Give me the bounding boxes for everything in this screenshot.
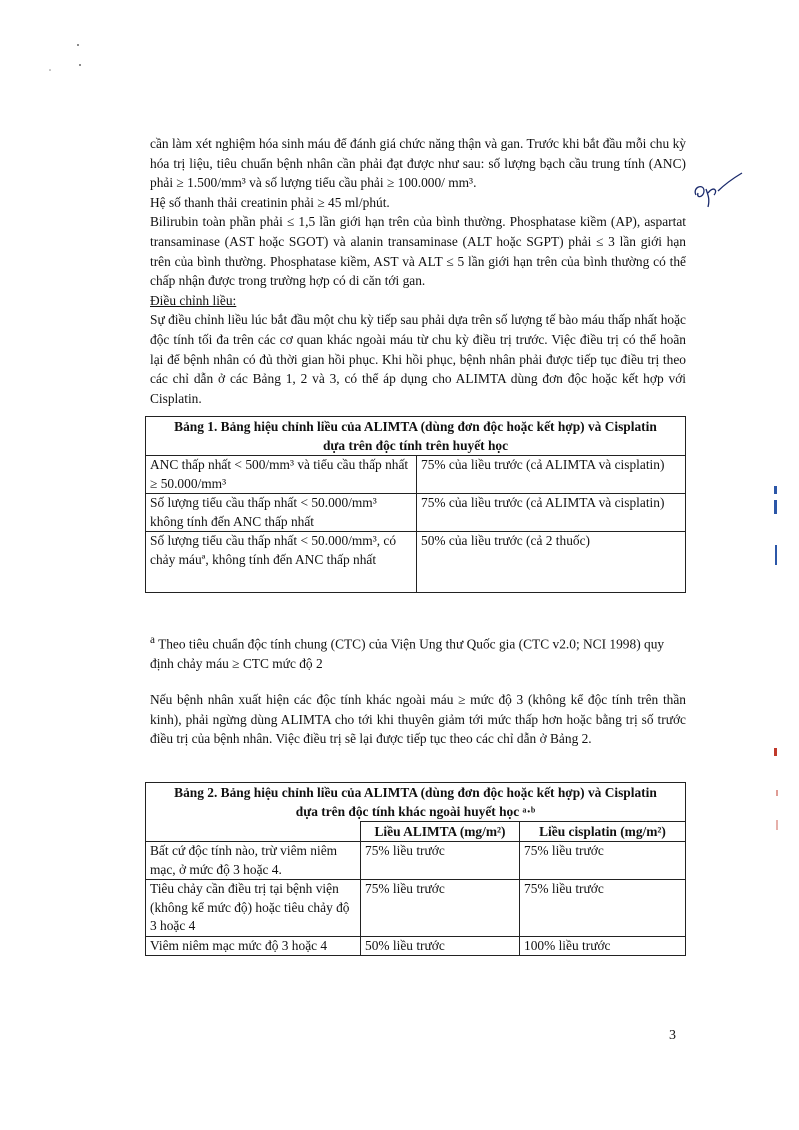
middle-text: Nếu bệnh nhân xuất hiện các độc tính khác ngoài máu ≥ mức độ 3 (không kể độc tính trên thần kinh), phải ngừng dùng ALIMTA cho tới khi thuyên giảm tới mức thấp hơn hoặc bằng trị số trước điều trị của bệnh nhân. Việc điều trị sẽ lại được tiếp tục theo các chỉ dẫn ở Bảng 2. — [150, 692, 686, 747]
footnote-text: Theo tiêu chuẩn độc tính chung (CTC) của Viện Ung thư Quốc gia (CTC v2.0; NCI 1998) quy định chảy máu ≥ CTC mức độ 2 — [150, 636, 665, 672]
intro-paragraph-1: cần làm xét nghiệm hóa sinh máu để đánh giá chức năng thận và gan. Trước khi bắt đầu mỗi chu kỳ hóa trị liệu, tiêu chuẩn bệnh nhân cần phải đạt được như sau: số lượng bạch cầu trung tính (ANC) phải ≥ 1.500/mm³ và số lượng tiểu cầu phải ≥ 100.000/ mm³. — [150, 136, 686, 191]
scan-mark — [776, 790, 778, 796]
table-2-header-cisplatin: Liều cisplatin (mg/m²) — [520, 822, 686, 842]
table-2-title-line2: dựa trên độc tính khác ngoài huyết học ᵃ·ᵇ — [295, 804, 536, 819]
table-2-cell: Tiêu chảy cần điều trị tại bệnh viện (không kể mức độ) hoặc tiêu chảy độ 3 hoặc 4 — [146, 880, 361, 937]
table-1-title-line2: dựa trên độc tính trên huyết học — [322, 438, 509, 453]
table-1-cell: 75% của liều trước (cả ALIMTA và cisplatin) — [417, 494, 686, 532]
page-number: 3 — [669, 1028, 676, 1043]
table-row — [146, 532, 686, 593]
table-2-cell: Viêm niêm mạc mức độ 3 hoặc 4 — [146, 936, 361, 956]
table-2 — [145, 782, 686, 956]
scan-mark — [774, 486, 777, 494]
table-2-title — [146, 783, 686, 822]
scan-mark — [774, 748, 777, 756]
table-2-cell: 75% liều trước — [361, 842, 520, 880]
intro-paragraph-4: Sự điều chỉnh liều lúc bắt đầu một chu kỳ tiếp sau phải dựa trên số lượng tế bào máu thấp nhất hoặc độc tính tối đa trên các cơ quan khác ngoài máu từ chu kỳ điều trị trước. Việc điều trị có thể hoãn lại để bệnh nhân có đủ thời gian hồi phục. Khi hồi phục, bệnh nhân phải được tiếp tục điều trị theo các chỉ dẫn ở các Bảng 1, 2 và 3, có thể áp dụng cho ALIMTA dùng đơn độc hoặc kết hợp với Cisplatin. — [150, 312, 686, 406]
table-1-cell: Số lượng tiểu cầu thấp nhất < 50.000/mm³, có chảy máuª, không tính đến ANC thấp nhất — [146, 532, 417, 593]
intro-paragraph-3: Bilirubin toàn phần phải ≤ 1,5 lần giới hạn trên của bình thường. Phosphatase kiềm (AP), aspartat transaminase (AST hoặc SGOT) và alanin transaminase (ALT hoặc SGPT) phải ≤ 3 lần giới hạn trên của bình thường. Phosphatase kiềm, AST và ALT ≤ 5 lần giới hạn trên của bình thường có thể chấp nhận được trong trường hợp có di căn tới gan. — [150, 214, 686, 289]
scan-specks — [40, 40, 90, 80]
scan-mark — [776, 820, 778, 830]
handwritten-initials — [690, 165, 746, 211]
table-2-cell: 50% liều trước — [361, 936, 520, 956]
table-row — [146, 936, 686, 956]
scan-mark — [775, 545, 777, 565]
table-2-cell: 75% liều trước — [520, 880, 686, 937]
table-1-title-line1: Bảng 1. Bảng hiệu chỉnh liều của ALIMTA (dùng đơn độc hoặc kết hợp) và Cisplatin — [174, 419, 657, 434]
table-row — [146, 456, 686, 494]
table-2-header-alimta: Liều ALIMTA (mg/m²) — [361, 822, 520, 842]
section-heading: Điều chỉnh liều: — [150, 292, 237, 308]
table-1 — [145, 416, 686, 593]
footnote-marker: a — [150, 634, 155, 646]
middle-paragraph — [150, 690, 686, 749]
intro-section — [150, 134, 686, 408]
table-1-cell: 50% của liều trước (cả 2 thuốc) — [417, 532, 686, 593]
table-2-cell: 75% liều trước — [520, 842, 686, 880]
table-row — [146, 842, 686, 880]
table-1-cell: Số lượng tiểu cầu thấp nhất < 50.000/mm³ không tính đến ANC thấp nhất — [146, 494, 417, 532]
table-2-cell: 75% liều trước — [361, 880, 520, 937]
table-2-cell: 100% liều trước — [520, 936, 686, 956]
intro-paragraph-2: Hệ số thanh thải creatinin phải ≥ 45 ml/phút. — [150, 194, 390, 210]
table-1-cell: 75% của liều trước (cả ALIMTA và cisplatin) — [417, 456, 686, 494]
table-row — [146, 880, 686, 937]
table-row — [146, 494, 686, 532]
scan-mark — [774, 500, 777, 514]
table-2-cell: Bất cứ độc tính nào, trừ viêm niêm mạc, ở mức độ 3 hoặc 4. — [146, 842, 361, 880]
table-1-title — [146, 417, 686, 456]
table-2-title-line1: Bảng 2. Bảng hiệu chỉnh liều của ALIMTA (dùng đơn độc hoặc kết hợp) và Cisplatin — [174, 785, 657, 800]
table-2-header-empty — [146, 822, 361, 842]
footnote — [150, 630, 686, 674]
table-1-cell: ANC thấp nhất < 500/mm³ và tiểu cầu thấp nhất ≥ 50.000/mm³ — [146, 456, 417, 494]
